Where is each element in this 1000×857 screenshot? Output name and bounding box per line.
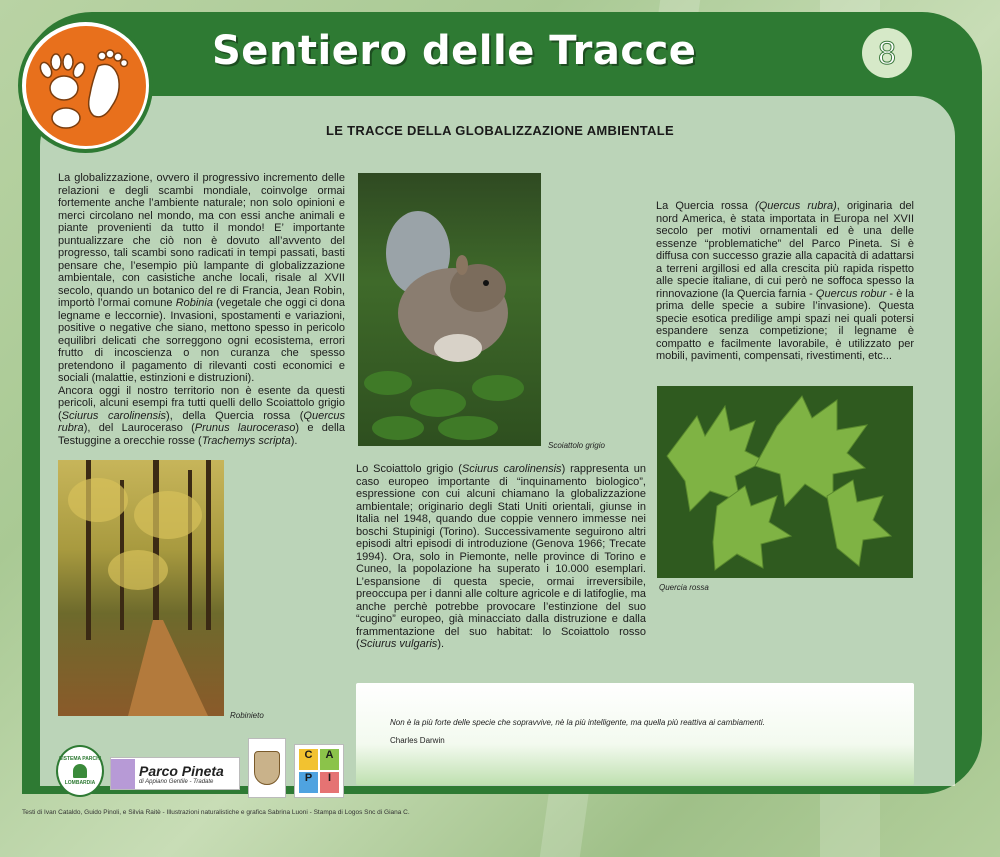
intro-text [58, 172, 345, 447]
text-run: ). [437, 638, 445, 650]
squirrel-photo [358, 173, 541, 446]
italic-term: Quercus robur [815, 287, 887, 300]
quote-author: Charles Darwin [390, 736, 445, 745]
logo-subtitle: di Appiano Gentile - Tradate [139, 778, 214, 785]
capi-letter: I [320, 772, 339, 793]
station-number-badge: 8 [862, 28, 912, 78]
deer-icon [111, 759, 135, 789]
capi-letter: C [299, 749, 318, 770]
text-run: - è la prima delle specie a subire l’invasione). Questa specie esotica predilige ampi spazi nei quali potersi espandere senza competizione; il legname è compatto e facilmente lavorabile, è utilizzato per mobili, pavimenti, compensati, rivestimenti, etc... [656, 287, 914, 362]
capi-letter: P [299, 772, 318, 793]
logo-text: SISTEMA PARCHI [58, 756, 102, 762]
logo-title: Parco Pineta [139, 762, 224, 779]
text-run: ), della Quercia rossa ( [166, 409, 304, 422]
italic-term: Sciurus carolinensis [461, 463, 562, 475]
quote-box [356, 683, 914, 785]
text-run: , originaria del nord America, è stata importata in Europa nel XVII secolo per motivi ornamentali ed è una delle essenze “problematiche” del Parco Pineta. Si è diffusa con successo grazie alla capacità di adattarsi a terreni argillosi ed alla crescita più rapida rispetto alle specie italiane, di cui però ne soffoca spesso la rinnovazione (la Quercia farnia - [656, 200, 915, 300]
crest-icon [254, 751, 280, 785]
text-run: ). [290, 434, 298, 447]
page-title: Sentiero delle Tracce [212, 28, 697, 74]
italic-term: Trachemys scripta [201, 434, 291, 447]
italic-term: Robinia [175, 297, 213, 309]
text-run: Ancora oggi il nostro territorio non è esente da questi pericoli, alcuni esempi fra tutti quelli dello Scoiattolo grigio ( [58, 384, 345, 422]
darwin-quote: Non è la più forte delle specie che sopravvive, nè la più intelligente, ma quella più reattiva ai cambiamenti. [390, 718, 765, 727]
parco-pineta-logo [110, 757, 240, 790]
section-heading: LE TRACCE DELLA GLOBALIZZAZIONE AMBIENTALE [326, 123, 674, 138]
text-run: La Quercia rossa [656, 200, 756, 212]
text-run: ), del Lauroceraso ( [83, 422, 195, 434]
comune-crest-logo [248, 738, 286, 798]
robinia-forest-photo [58, 460, 224, 716]
italic-term: Quercus rubra [58, 409, 345, 434]
tree-icon [73, 764, 87, 778]
oak-text [656, 200, 914, 363]
italic-term: Prunus lauroceraso [194, 422, 296, 434]
intro-paragraph: La globalizzazione, ovvero il progressivo incremento delle relazioni e degli scambi mondiale, coinvolge ormai fortemente anche l’ambiente naturale; non solo opinioni e merci circolano nel mondo, ma con essi anche animali e piante provenienti da tutto il mondo! E’ importante puntualizzare che ciò non è dovuto all’avvento del progresso, tali scambi sono radicati in tempi passati, basti pensare che, l’esempio più lampante di globalizzazione ambientale, con casistiche anche locali, risale al XVII secolo, quando un botanico del re di Francia, Jean Robin, importò l’ormai comune [58, 172, 345, 309]
oak-caption: Quercia rossa [659, 583, 709, 592]
intro-paragraph-end: (vegetale che oggi ci dona legname e leccornie). Invasioni, spostamenti e variazioni, positive o negative che siano, mettono spesso in pericolo equilibri delicati che sorreggono ogni ecosistema, errori frutto di incoscienza o non curanza che spesso pretendono il pagamento di rilevanti costi economici e sociali (malattie, estinzioni e distruzioni). [58, 297, 345, 384]
text-run: ) rappresenta un caso europeo importante di “inquinamento biologico”, espressione con cui alcuni chiamano la globalizzazione ambientale; originario degli Stati Uniti orientali, giunse in Italia nel 1948, quando due coppie vennero immesse nei boschi Stupinigi (Torino). Successivamente seguirono altri episodi altri episodi di introduzione (Genova 1966; Trecate 1994). Ora, solo in Piemonte, nelle province di Torino e Cuneo, la popolazione ha superato i 10.000 esemplari. L’espansione di questa specie, ormai irreversibile, preoccupa per i danni alle colture agricole e di latifoglie, ma anche perchè potrebbe provocare l’estinzione del suo “cugino” europeo, già minacciato dalla distruzione e dalla frammentazione del suo habitat: lo Scoiattolo rosso ( [356, 463, 647, 650]
capi-letter: A [320, 749, 339, 770]
sistema-parchi-logo [56, 745, 104, 797]
italic-term: Sciurus carolinensis [61, 409, 167, 422]
logo-text: LOMBARDIA [64, 780, 96, 786]
italic-term: Sciurus vulgaris [359, 638, 438, 650]
credits-line: Testi di Ivan Cataldo, Guido Pinoli, e Silvia Raitè - Illustrazioni naturalistiche e grafica Sabrina Luoni - Stampa di Logos Snc di Giana C. [22, 809, 410, 816]
squirrel-text [356, 463, 646, 651]
italic-term: (Quercus rubra) [755, 200, 837, 212]
squirrel-caption: Scoiattolo grigio [548, 441, 605, 450]
text-run: Lo Scoiattolo grigio ( [356, 463, 462, 475]
robinia-caption: Robinieto [230, 711, 264, 720]
red-oak-leaves-photo [657, 386, 913, 578]
capi-logo [294, 744, 344, 798]
text-run: ) e della Testuggine a orecchie rosse ( [58, 422, 345, 447]
